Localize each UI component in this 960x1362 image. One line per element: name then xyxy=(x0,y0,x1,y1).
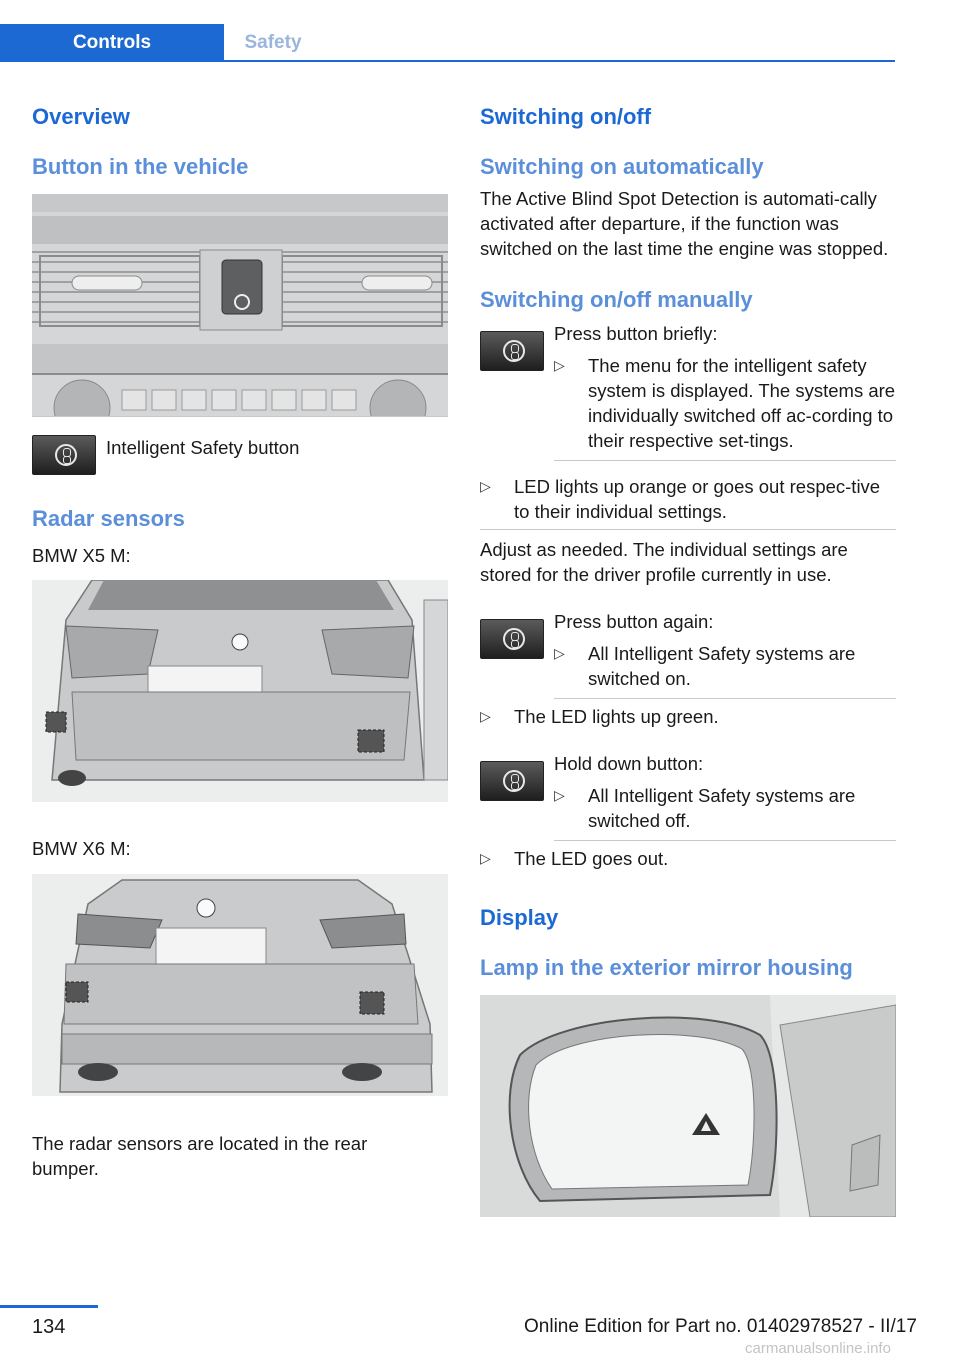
dashboard-vents-drawing xyxy=(32,194,448,416)
tab-controls[interactable]: Controls xyxy=(0,24,224,62)
edition-info: Online Edition for Part no. 01402978527 - II/17 xyxy=(524,1316,917,1337)
auto-text: The Active Blind Spot Detection is automati-cally activated after departure, if the function was switched on the last time the engine was stopped. xyxy=(480,188,889,259)
out-bullet xyxy=(480,846,896,871)
led-bullet xyxy=(480,474,896,524)
hold-bullet-text: All Intelligent Safety systems are switched off. xyxy=(588,785,856,831)
intelligent-safety-button-icon xyxy=(480,761,544,801)
exterior-mirror-image xyxy=(480,995,896,1217)
left-column xyxy=(32,100,448,1181)
bmw-x5m-rear-drawing xyxy=(32,580,448,802)
press-again-block xyxy=(480,609,896,691)
press-again-label: Press button again: xyxy=(554,611,714,632)
briefly-bullet-text: The menu for the intelligent safety system is displayed. The systems are individually switched off ac-cording to their respective set-tings. xyxy=(588,355,896,451)
right-column xyxy=(480,100,896,1217)
intelligent-safety-button-icon xyxy=(480,619,544,659)
bullet-triangle-icon: ▷ xyxy=(554,645,565,661)
figure-divider xyxy=(32,416,448,417)
green-bullet-text: The LED lights up green. xyxy=(514,706,719,727)
intelligent-safety-button-icon xyxy=(32,435,96,475)
button-caption: Intelligent Safety button xyxy=(106,437,300,458)
bullet-triangle-icon: ▷ xyxy=(480,850,491,866)
label-bmw-x5m: BMW X5 M: xyxy=(32,545,131,566)
bullet-triangle-icon: ▷ xyxy=(554,787,565,803)
green-bullet xyxy=(480,704,896,729)
heading-display: Display xyxy=(480,905,559,930)
footer-accent-line xyxy=(0,1305,98,1308)
dashboard-vents-image xyxy=(32,194,448,416)
heading-switching-on-automatically: Switching on automatically xyxy=(480,154,764,179)
hold-bullet xyxy=(554,783,896,833)
heading-lamp-mirror: Lamp in the exterior mirror housing xyxy=(480,955,853,980)
header-tabbar xyxy=(0,24,895,62)
bmw-x6m-rear-image xyxy=(32,874,448,1096)
led-bullet-text: LED lights up orange or goes out respec-tive to their individual settings. xyxy=(514,476,881,522)
bullet-separator xyxy=(554,460,896,461)
radar-location-note: The radar sensors are located in the rear bumper. xyxy=(32,1133,368,1179)
out-bullet-text: The LED goes out. xyxy=(514,848,669,869)
bullet-triangle-icon: ▷ xyxy=(480,708,491,724)
bullet-separator xyxy=(480,529,896,530)
bmw-x5m-rear-image xyxy=(32,580,448,802)
again-bullet xyxy=(554,641,896,691)
bullet-separator xyxy=(554,698,896,699)
heading-button-in-vehicle: Button in the vehicle xyxy=(32,154,249,179)
bullet-triangle-icon: ▷ xyxy=(480,478,491,494)
watermark: carmanualsonline.info xyxy=(745,1340,891,1357)
intelligent-safety-button-icon xyxy=(480,331,544,371)
page-number: 134 xyxy=(32,1316,66,1338)
heading-switching-manually: Switching on/off manually xyxy=(480,287,753,312)
again-bullet-text: All Intelligent Safety systems are switched on. xyxy=(588,643,856,689)
hold-down-label: Hold down button: xyxy=(554,753,704,774)
exterior-mirror-drawing xyxy=(480,995,896,1217)
bullet-triangle-icon: ▷ xyxy=(554,357,565,373)
label-bmw-x6m: BMW X6 M: xyxy=(32,838,131,859)
button-caption-row xyxy=(32,435,448,475)
press-briefly-label: Press button briefly: xyxy=(554,323,718,344)
adjust-text: Adjust as needed. The individual settings are stored for the driver profile currently in use. xyxy=(480,539,848,585)
bullet-separator xyxy=(554,840,896,841)
bmw-x6m-rear-drawing xyxy=(32,874,448,1096)
press-briefly-block xyxy=(480,321,896,453)
briefly-bullet xyxy=(554,353,896,453)
heading-switching-on-off: Switching on/off xyxy=(480,104,652,129)
heading-radar-sensors: Radar sensors xyxy=(32,506,185,531)
hold-down-block xyxy=(480,751,896,833)
tab-safety[interactable]: Safety xyxy=(244,32,302,53)
heading-overview: Overview xyxy=(32,104,130,129)
